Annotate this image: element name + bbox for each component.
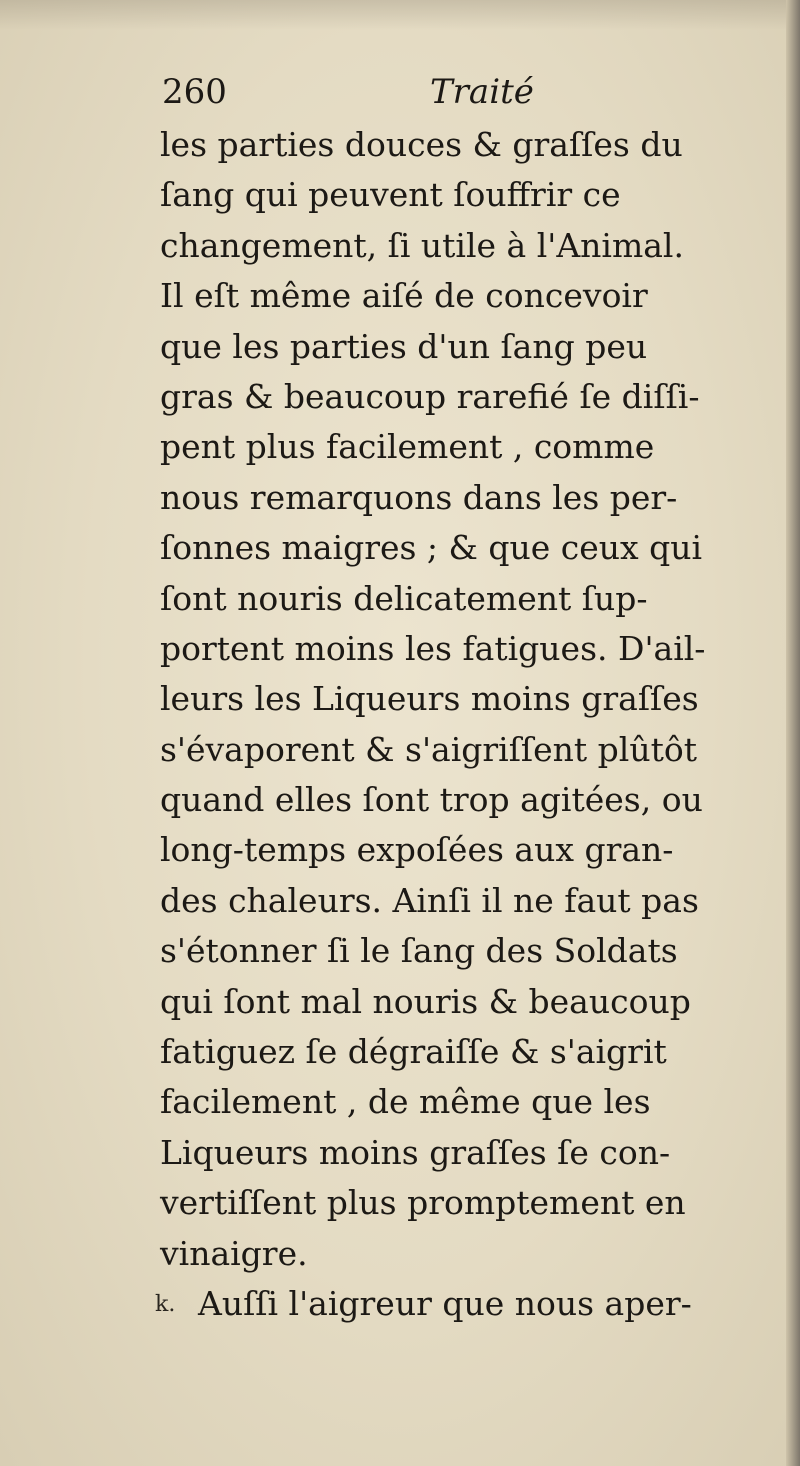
running-head: Traité <box>430 72 534 112</box>
text-line-paragraph-start: Auſſi l'aigreur que nous aper- <box>198 1283 692 1323</box>
text-line: changement, ſi utile à l'Animal. <box>160 225 684 265</box>
text-line: quand elles ſont trop agitées, ou <box>160 780 703 820</box>
text-line: long-temps expoſées aux gran- <box>160 830 674 870</box>
text-line: pent plus facilement , comme <box>160 427 655 467</box>
signature-mark: k. <box>155 1292 176 1317</box>
text-line: ſang qui peuvent ſouffrir ce <box>160 175 621 215</box>
text-line: que les parties d'un ſang peu <box>160 326 648 366</box>
page-number: 260 <box>162 72 227 112</box>
text-line: portent moins les fatigues. D'ail- <box>160 628 706 668</box>
text-line: s'étonner ſi le ſang des Soldats <box>160 931 678 971</box>
text-line: vinaigre. <box>160 1233 308 1273</box>
text-line: fatiguez ſe dégraiſſe & s'aigrit <box>160 1032 667 1072</box>
page-top-shadow <box>0 0 800 30</box>
text-line: ſonnes maigres ; & que ceux qui <box>160 528 703 568</box>
text-line: Il eſt même aiſé de concevoir <box>160 276 648 316</box>
text-line: des chaleurs. Ainſi il ne faut pas <box>160 880 699 920</box>
text-line: nous remarquons dans les per- <box>160 477 678 517</box>
text-line: s'évaporent & s'aigriſſent plûtôt <box>160 729 697 769</box>
text-line: qui ſont mal nouris & beaucoup <box>160 981 691 1021</box>
text-line: leurs les Liqueurs moins graſſes <box>160 679 699 719</box>
body-text <box>160 120 800 1329</box>
text-line: ſont nouris delicatement ſup- <box>160 578 648 618</box>
text-line: les parties douces & graſſes du <box>160 125 683 164</box>
text-line: facilement , de même que les <box>160 1082 651 1122</box>
text-line: Liqueurs moins graſſes ſe con- <box>160 1132 671 1172</box>
text-line: vertiſſent plus promptement en <box>160 1183 686 1223</box>
page-header <box>162 72 582 112</box>
text-line: gras & beaucoup rarefié ſe diſſi- <box>160 376 700 416</box>
